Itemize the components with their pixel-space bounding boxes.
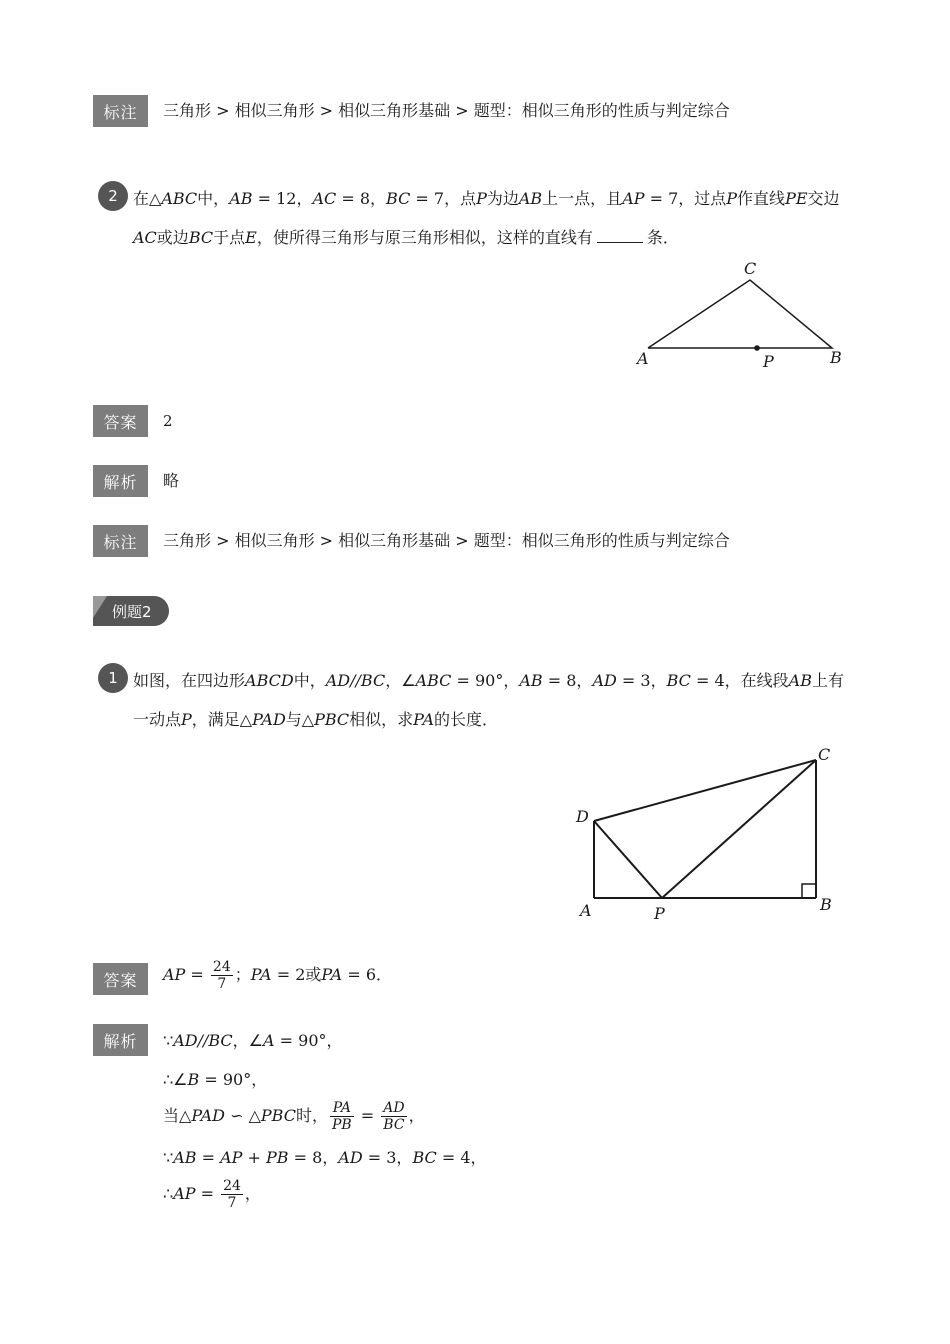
analysis-text: 略 [163, 471, 180, 490]
math: AD [173, 1031, 198, 1050]
math: = 7，过点 [644, 189, 727, 208]
segment-dp [594, 821, 662, 898]
math: AP [622, 189, 645, 208]
label-a: A [637, 349, 649, 368]
answer-blank [597, 228, 643, 243]
text: 为边 [486, 189, 519, 208]
math: AP [173, 1184, 196, 1203]
math: // [350, 671, 361, 690]
label-c: C [818, 745, 831, 764]
text: ，使所得三角形与原三角形相似，这样的直线有 [256, 228, 593, 247]
analysis-line-1 [163, 1030, 343, 1052]
math: = [196, 1148, 221, 1167]
math: // [197, 1031, 209, 1050]
math: BC [360, 671, 386, 690]
math: = 4，在线段 [690, 671, 789, 690]
analysis-line-5 [163, 1178, 261, 1211]
label-jiexi-1: 解析 [93, 465, 148, 497]
math: = 90°， [451, 671, 520, 690]
fraction-numerator: AD [383, 1100, 405, 1116]
math: ABCD [245, 671, 294, 690]
question-number-badge [98, 663, 128, 693]
math: = [185, 965, 209, 984]
math: E [245, 228, 257, 247]
text: ，∠ [232, 1031, 264, 1050]
label-p: P [763, 352, 774, 371]
triangle-figure [630, 255, 860, 375]
question-number-badge [98, 181, 128, 211]
fraction [221, 1178, 243, 1211]
math: BC [188, 228, 214, 247]
text: 作直线 [737, 189, 786, 208]
label-biaozhu-2: 标注 [93, 525, 148, 557]
q1-line-1 [133, 670, 844, 692]
math: PBC [260, 1106, 296, 1125]
text: 时， [295, 1106, 328, 1125]
text: ， [244, 1184, 261, 1203]
fraction-denominator: 7 [217, 976, 227, 992]
text: 的长度． [434, 710, 499, 729]
analysis-line-4 [163, 1147, 487, 1169]
text: ∵ [163, 1148, 174, 1167]
math: AP [163, 965, 186, 984]
math: BC [386, 189, 411, 208]
text: ∵ [163, 1031, 174, 1050]
math: ABC [415, 671, 452, 690]
label-b: B [830, 348, 842, 367]
math: PE [785, 189, 808, 208]
math: = 6． [342, 965, 392, 984]
text: 一动点 [133, 710, 182, 729]
math: P [181, 710, 192, 729]
text: 条． [646, 228, 679, 247]
math: = 7，点 [410, 189, 477, 208]
math: = [355, 1106, 380, 1125]
math: BC [666, 671, 691, 690]
math: AC [133, 228, 157, 247]
text: ∴ [163, 1184, 174, 1203]
math: BC [208, 1031, 233, 1050]
label-jiexi-2: 解析 [93, 1024, 148, 1056]
text: 在△ [133, 189, 162, 208]
math: = 8， [288, 1148, 339, 1167]
fraction-denominator: PB [331, 1117, 352, 1133]
fraction-numerator: PA [330, 1100, 354, 1117]
text: 当△ [163, 1106, 192, 1125]
math: AB [229, 189, 253, 208]
fraction [330, 1100, 354, 1133]
math: = 90°， [274, 1031, 343, 1050]
math: + [242, 1148, 266, 1167]
right-angle-mark [802, 884, 816, 898]
math: = [195, 1184, 220, 1203]
math: AC [312, 189, 337, 208]
math: A [263, 1031, 275, 1050]
math: B [187, 1070, 200, 1089]
label-a: A [580, 901, 592, 920]
math: = 4， [436, 1148, 487, 1167]
math: PA [321, 965, 343, 984]
label-p: P [654, 904, 665, 923]
fraction-numerator: 24 [212, 959, 231, 975]
analysis-line-2 [163, 1069, 267, 1091]
analysis-line-3 [163, 1100, 425, 1133]
math: = 12， [252, 189, 313, 208]
text: ； [234, 965, 251, 984]
quadrilateral-figure [570, 740, 840, 930]
math: = 8， [542, 671, 593, 690]
math: PAD [191, 1106, 225, 1125]
math: P [476, 189, 487, 208]
math: PBC [314, 710, 350, 729]
triangle-abc [648, 280, 832, 348]
answer-value: 2 [163, 412, 173, 430]
math: = 8， [336, 189, 387, 208]
text: 中， [293, 671, 326, 690]
question-number: 1 [108, 669, 118, 687]
math: AB [788, 671, 812, 690]
fraction-denominator: 7 [227, 1195, 237, 1211]
math: PA [413, 710, 435, 729]
math: = 3， [616, 671, 667, 690]
label-c: C [744, 259, 757, 278]
point-p [754, 345, 760, 351]
math: = 2或 [271, 965, 322, 984]
fraction [211, 959, 233, 992]
label-biaozhu-1: 标注 [93, 95, 148, 127]
math: P [726, 189, 738, 208]
text: 交边 [807, 189, 840, 208]
text: 或边 [156, 228, 189, 247]
q1-line-2 [133, 709, 498, 731]
text: ，满足△ [191, 710, 253, 729]
tag-text-2: 三角形 > 相似三角形 > 相似三角形基础 > 题型：相似三角形的性质与判定综合 [163, 531, 730, 550]
text: 中， [197, 189, 230, 208]
label-b: B [820, 895, 832, 914]
label-d: D [576, 807, 589, 826]
question-number: 2 [108, 187, 118, 205]
tag-text-1: 三角形 > 相似三角形 > 相似三角形基础 > 题型：相似三角形的性质与判定综合 [163, 101, 730, 120]
math: PB [265, 1148, 289, 1167]
math: = 90°， [199, 1070, 268, 1089]
text: 如图，在四边形 [133, 671, 246, 690]
math: AD [325, 671, 351, 690]
q2-line-1 [133, 188, 840, 210]
math: AB [173, 1148, 197, 1167]
text: ， [408, 1106, 425, 1125]
label-daan-1: 答案 [93, 405, 148, 437]
math: AB [518, 189, 543, 208]
math: = 3， [362, 1148, 413, 1167]
fraction [381, 1100, 406, 1133]
math: AD [338, 1148, 363, 1167]
text: 与△ [285, 710, 315, 729]
text: ，∠ [385, 671, 416, 690]
text: 上有 [811, 671, 844, 690]
math: AD [592, 671, 617, 690]
math: PAD [252, 710, 286, 729]
math: PA [250, 965, 272, 984]
math: ∽ △ [225, 1106, 261, 1125]
example-label: 例题2 [112, 603, 152, 621]
math: ABC [161, 189, 198, 208]
label-daan-2: 答案 [93, 963, 148, 995]
q1-answer [163, 959, 392, 992]
q2-line-2 [133, 227, 679, 249]
math: BC [412, 1148, 437, 1167]
text: 上一点，且 [542, 189, 623, 208]
fraction-numerator: 24 [223, 1178, 241, 1194]
math: AB [519, 671, 543, 690]
text: 于点 [213, 228, 246, 247]
math: AP [220, 1148, 243, 1167]
text: ∴∠ [163, 1070, 188, 1089]
text: 相似，求 [349, 710, 414, 729]
fraction-denominator: BC [383, 1117, 405, 1133]
